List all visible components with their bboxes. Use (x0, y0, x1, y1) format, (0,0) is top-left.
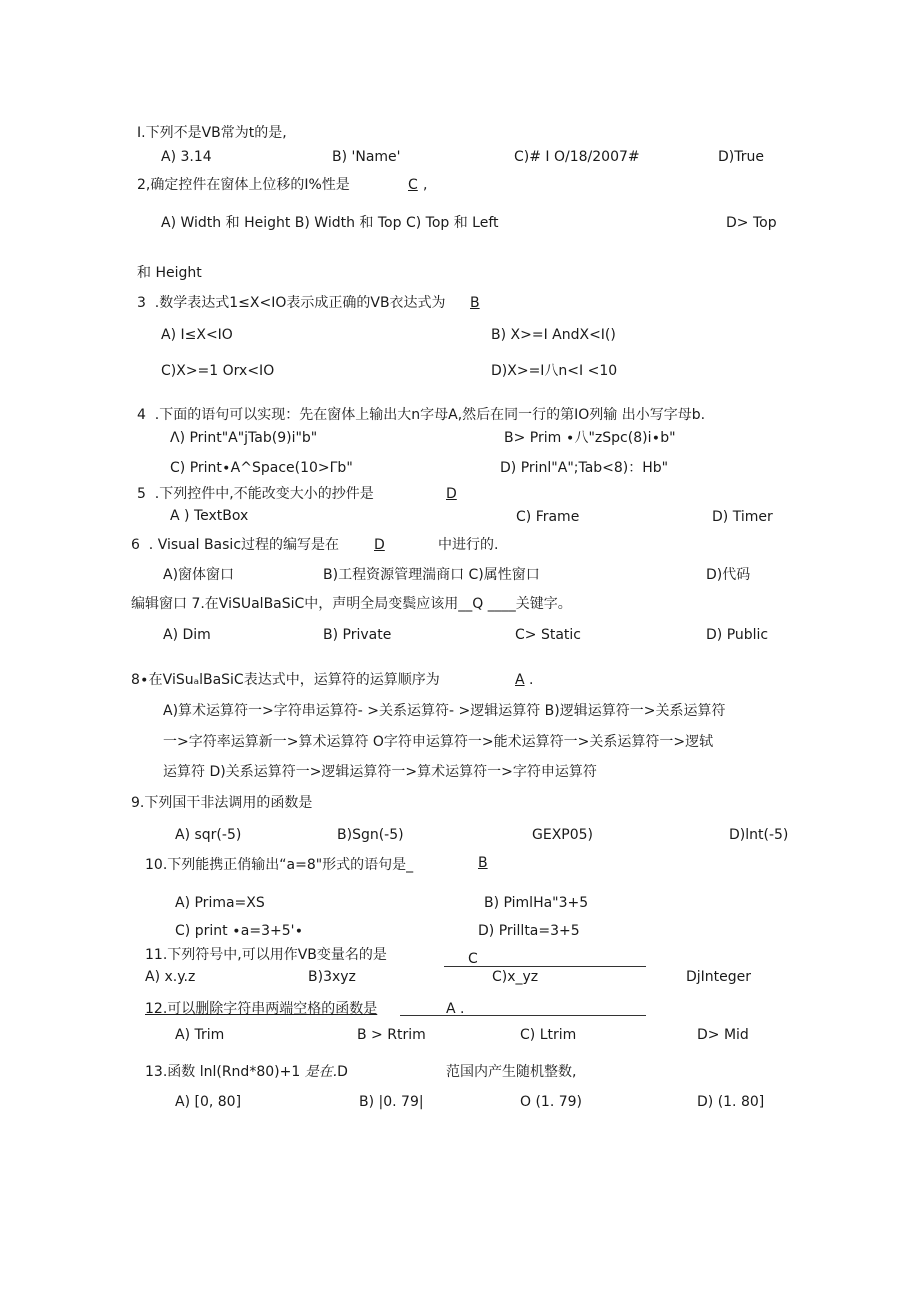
q10-option-b: B) PimlHa"3+5 (484, 895, 589, 911)
q11-option-d: DjInteger (686, 969, 752, 985)
q9-option-a: A) sqr(-5) (175, 827, 242, 843)
q6-tail: 中进行的. (438, 537, 499, 553)
q11-option-a: A) x.y.z (145, 969, 196, 985)
q12-option-b: B > Rtrim (357, 1027, 426, 1043)
q10-stem: 10.下列能携正俏输出“a=8"形式的语句是_ (145, 857, 414, 873)
q10-option-c: C) print ∙a=3+5'∙ (175, 923, 304, 939)
q13-tail: 范国内产生随机整数, (446, 1064, 577, 1080)
q5-answer: D (446, 486, 457, 502)
q2-tail: , (423, 177, 428, 193)
q12-answer: A . (446, 1001, 465, 1017)
q9-stem: 9.下列国干非法调用的函数是 (131, 795, 313, 811)
q7-option-d: D) Public (706, 627, 769, 643)
q1-option-d: D)True (718, 149, 764, 165)
q1-option-b: B) 'Name' (332, 149, 401, 165)
q3-option-c: C)X>=1 Orx<IO (161, 363, 275, 379)
q10-option-d: D) Prillta=3+5 (478, 923, 580, 939)
q5-option-d: D) Timer (712, 509, 773, 525)
q9-option-b: B)Sgn(-5) (337, 827, 404, 843)
q7-option-c: C> Static (515, 627, 581, 643)
q13-option-c: O (1. 79) (520, 1094, 583, 1110)
q3-option-a: A) I≤X<IO (161, 327, 233, 343)
q10-answer: B (478, 855, 488, 871)
q7-option-a: A) Dim (163, 627, 211, 643)
q2-options-a-c: A) Width 和 Height B) Width 和 Top C) Top 和 Left (161, 215, 499, 231)
q11-option-c: C)x_yz (492, 969, 539, 985)
q12-stem: 12.可以删除字符串两端空格的函数是 (145, 1001, 378, 1017)
q12-option-a: A) Trim (175, 1027, 225, 1043)
q2-option-d: D> Top (726, 215, 777, 231)
q7-line: 编辑窗口 7.在ViSUalBaSiC中，声明全局变鬓应该用__Q ____关键字。 (131, 596, 572, 612)
q7-option-b: B) Private (323, 627, 392, 643)
q3-answer: B (470, 295, 480, 311)
q4-option-a: Λ) Print"A"jTab(9)i"b" (170, 430, 318, 446)
q13-stem-italic: 是在. (304, 1064, 338, 1080)
q9-option-d: D)lnt(-5) (729, 827, 789, 843)
q6-stem: 6 . Visual Basic过程的编写是在 (131, 537, 340, 553)
q9-option-c: GEXP05) (532, 827, 594, 843)
q13-option-d: D) (1. 80] (697, 1094, 765, 1110)
q6-answer: D (374, 537, 385, 553)
q3-option-d: D)X>=I八n<I <10 (491, 363, 618, 379)
q5-option-c: C) Frame (516, 509, 580, 525)
q6-option-d: D)代码 (706, 567, 751, 583)
q8-tail: . (529, 672, 534, 688)
q4-option-b: B> Prim ∙八"zSpc(8)i∙b" (504, 430, 676, 446)
q1-option-c: C)# I O/18/2007# (514, 149, 640, 165)
q12-answer-line (400, 1015, 646, 1016)
q8-options-line-2: 一>字符率运算新一>算术运算符 O字符申运算符一>能术运算符一>关系运算符一>逻轼 (163, 734, 714, 750)
q13-answer: D (337, 1064, 348, 1080)
q11-answer-line (444, 966, 646, 967)
q2-stem: 2,确定控件在窗体上位移的I%性是 (137, 177, 350, 193)
q4-stem: 4 .下面的语句可以实现：先在窗体上输出大n字母A,然后在同一行的第IO列输 出小写字母b. (137, 407, 706, 423)
q13-option-b: B) |0. 79| (359, 1094, 424, 1110)
q6-option-a: A)窗体窗口 (163, 567, 235, 583)
q4-option-d: D) Prinl"A";Tab<8)：Hb" (500, 460, 669, 476)
q6-option-b-c: B)工程资源管理湍商口 C)属性窗口 (323, 567, 540, 583)
q8-options-line-3: 运算符 D)关系运算符一>逻辑运算符一>算术运算符一>字符申运算符 (163, 764, 597, 780)
q8-options-line-1: A)算术运算符一>字符串运算符- >关系运算符- >逻辑运算符 B)逻辑运算符一>关系运算符 (163, 703, 726, 719)
q12-option-d: D> Mid (697, 1027, 749, 1043)
q5-option-a: A ) TextBox (170, 508, 249, 524)
q13-stem (145, 1063, 348, 1081)
q13-option-a: A) [0, 80] (175, 1094, 242, 1110)
q1-stem: I.下列不是VB常为t的是, (137, 125, 287, 141)
q4-option-c: C) Print∙A^Space(10>Γb" (170, 460, 353, 476)
q8-answer: A (515, 672, 525, 688)
q3-stem: 3 .数学表达式1≤X<IO表示成正确的VB衣达式为 (137, 295, 446, 311)
q5-stem: 5 .下列控件中,不能改变大小的抄件是 (137, 486, 374, 502)
q12-option-c: C) Ltrim (520, 1027, 577, 1043)
q3-option-b: B) X>=I AndX<I() (491, 327, 616, 343)
q8-stem: 8∙在ViSuₐlBaSiC表达式中，运算符的运算顺序为 (131, 672, 440, 688)
q13-stem-prefix: 13.函数 lnl(Rnd*80)+1 (145, 1064, 301, 1080)
q2-option-d-continued: 和 Height (137, 265, 202, 281)
q10-option-a: A) Prima=XS (175, 895, 265, 911)
q11-answer: C (468, 951, 478, 967)
q11-stem: 11.下列符号中,可以用作VB变量名的是 (145, 947, 387, 963)
q2-answer: C (408, 177, 418, 193)
q11-option-b: B)3xyz (308, 969, 356, 985)
q1-option-a: A) 3.14 (161, 149, 212, 165)
